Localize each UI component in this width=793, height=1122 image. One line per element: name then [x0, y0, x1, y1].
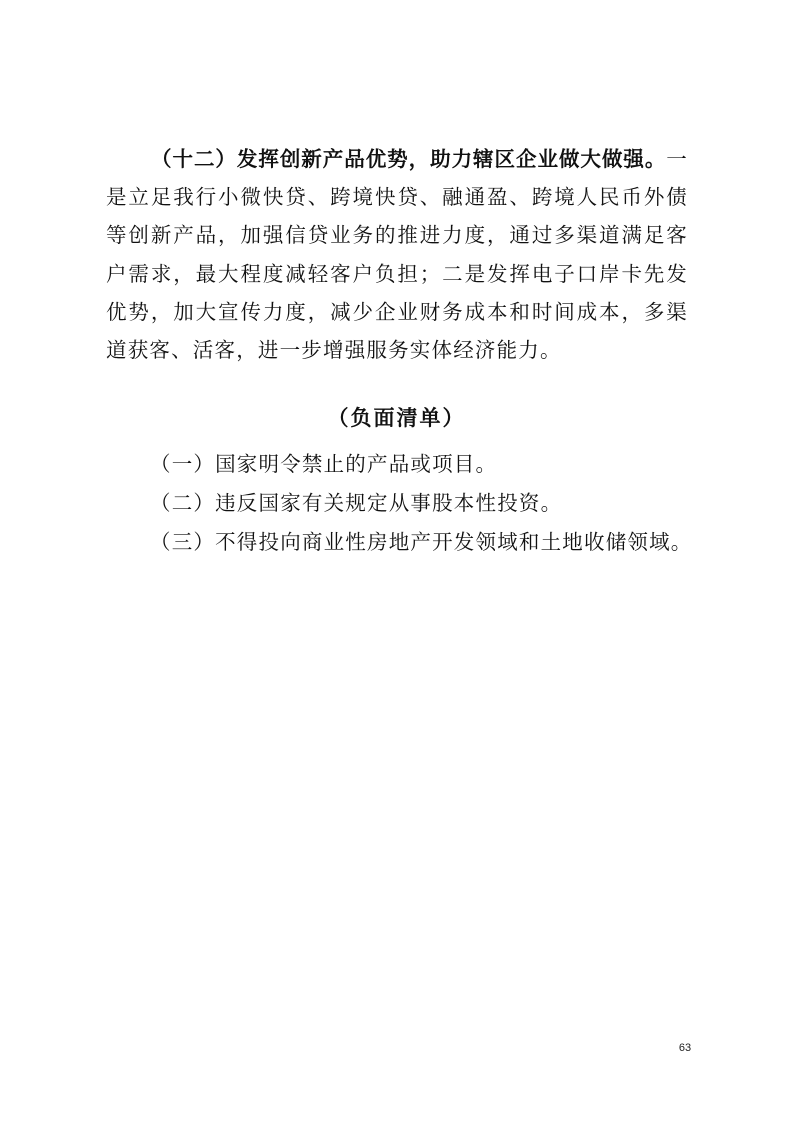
- section-12-paragraph: [106, 140, 688, 369]
- negative-list-item-3: （三）不得投向商业性房地产开发领域和土地收储领域。: [150, 530, 693, 554]
- negative-list-title: （负面清单）: [327, 406, 466, 430]
- negative-list-item-2: （二）违反国家有关规定从事股本性投资。: [150, 491, 563, 515]
- page-number: 63: [678, 1042, 692, 1054]
- section-12-body: 一是立足我行小微快贷、跨境快贷、融通盈、跨境人民币外债等创新产品，加强信贷业务的推进力度，通过多渠道满足客户需求，最大程度减轻客户负担；二是发挥电子口岸卡先发优势，加大宣传力度，减少企业财务成本和时间成本，多渠道获客、活客，进一步增强服务实体经济能力。: [106, 147, 688, 363]
- section-12-heading: （十二）发挥创新产品优势，助力辖区企业做大做强。: [151, 147, 667, 171]
- negative-list: [150, 445, 693, 562]
- negative-list-item-1: （一）国家明令禁止的产品或项目。: [150, 452, 498, 476]
